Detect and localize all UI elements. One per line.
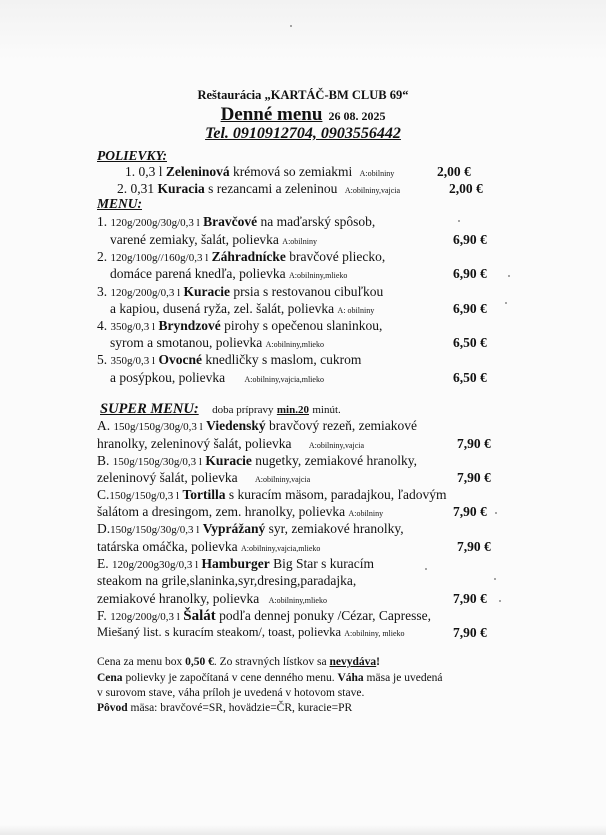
- menu-date: 26 08. 2025: [328, 109, 386, 123]
- menu-item-2-price: 6,90 €: [453, 266, 487, 281]
- soup-item: 1. 0,3 l Zeleninová krémová so zemiakmi A:obilniny: [125, 164, 395, 179]
- phone-line: Tel. 0910912704, 0903556442: [205, 125, 401, 142]
- menu-item-3-price: 6,90 €: [453, 301, 487, 316]
- super-item-b: B. 150g/150g/30g/0,3 l Kuracie nugetky, zemiakové hranolky,: [97, 453, 417, 468]
- super-item-a-price: 7,90 €: [457, 436, 491, 451]
- super-item-e-line3: zemiakové hranolky, polievka A:obilniny,mlieko: [97, 591, 327, 606]
- menu-item-2: 2. 120g/100g//160g/0,3 l Záhradnícke bravčové pliecko,: [97, 249, 386, 264]
- menu-item-1-line2: varené zemiaky, šalát, polievka A:obilniny: [110, 232, 317, 247]
- soup-price: 2,00 €: [437, 164, 471, 179]
- menu-item-3-line2: a kapiou, dusená ryža, zel. šalát, polievka A: obilniny: [110, 301, 375, 316]
- scan-speck: [458, 220, 460, 222]
- scan-speck: [290, 25, 292, 27]
- scan-shadow-bottom: [0, 825, 606, 835]
- menu-item-1-price: 6,90 €: [453, 232, 487, 247]
- super-item-b-line2: zeleninový šalát, polievka A:obilniny,vajcia: [97, 470, 311, 485]
- scan-speck: [508, 275, 510, 277]
- super-item-c-line2: šalátom a dresingom, zem. hranolky, polievka A:obilniny: [97, 504, 384, 519]
- menu-heading: MENU:: [97, 196, 143, 211]
- menu-item-5: 5. 350g/0,3 l Ovocné knedličky s maslom, cukrom: [97, 352, 362, 367]
- soups-heading: POLIEVKY:: [97, 148, 168, 163]
- scan-speck: [499, 600, 501, 602]
- menu-title: [0, 104, 606, 126]
- restaurant-name: Reštaurácia „KARTÁČ-BM CLUB 69“: [197, 88, 409, 102]
- super-item-e-line2: steakom na grile,slaninka,syr,dresing,paradajka,: [97, 573, 357, 588]
- super-item-f: F. 120g/200g/0,3 l Šalát podľa dennej ponuky /Cézar, Capresse,: [97, 608, 432, 624]
- menu-item-4-price: 6,50 €: [453, 335, 487, 350]
- box-price-note: Cena za menu box 0,50 €. Zo stravných lístkov sa nevydáva!: [97, 656, 381, 668]
- menu-item-5-line2: a posýpkou, polievka A:obilniny,vajcia,mlieko: [110, 370, 324, 385]
- super-item-e-price: 7,90 €: [453, 591, 487, 606]
- super-item-f-price: 7,90 €: [453, 625, 487, 640]
- super-item-d-price: 7,90 €: [457, 539, 491, 554]
- super-item-f-line2: Miešaný list. s kuracím steakom/, toast, polievka A:obilniny, mlieko: [97, 625, 405, 639]
- menu-title-text: Denné menu: [220, 104, 323, 125]
- soup-price: 2,00 €: [449, 181, 483, 196]
- origin-note: Pôvod mäsa: bravčové=SR, hovädzie=ČR, kuracie=PR: [97, 702, 353, 714]
- menu-item-1: 1. 120g/200g/30g/0,3 l Bravčové na maďarský spôsob,: [97, 214, 376, 229]
- weight-note: v surovom stave, váha príloh je uvedená v hotovom stave.: [97, 687, 365, 699]
- menu-item-3: 3. 120g/200g/0,3 l Kuracie prsia s restovanou cibuľkou: [97, 284, 384, 299]
- super-item-e: E. 120g/200g30g/0,3 l Hamburger Big Star s kuracím: [97, 556, 375, 571]
- scan-shadow: [0, 0, 606, 60]
- super-menu-header: SUPER MENU: doba prípravy min.20 minút.: [100, 401, 341, 417]
- menu-item-2-line2: domáce parená knedľa, polievka A:obilniny,mlieko: [110, 266, 348, 281]
- super-item-c: C.150g/150g/0,3 l Tortilla s kuracím mäsom, paradajkou, ľadovým: [97, 487, 447, 502]
- super-item-a: A. 150g/150g/30g/0,3 l Viedenský bravčový rezeň, zemiakové: [97, 418, 418, 433]
- menu-item-4: 4. 350g/0,3 l Bryndzové pirohy s opečenou slaninkou,: [97, 318, 383, 333]
- super-item-a-line2: hranolky, zeleninový šalát, polievka A:obilniny,vajcia: [97, 436, 365, 451]
- scan-speck: [505, 302, 507, 304]
- menu-item-4-line2: syrom a smotanou, polievka A:obilniny,mlieko: [110, 335, 324, 350]
- scan-speck: [494, 578, 496, 580]
- menu-item-5-price: 6,50 €: [453, 370, 487, 385]
- super-item-c-price: 7,90 €: [453, 504, 487, 519]
- scan-speck: [425, 568, 427, 570]
- soup-item: 2. 0,31 Kuracia s rezancami a zeleninou A:obilniny,vajcia: [117, 181, 401, 196]
- super-item-b-price: 7,90 €: [457, 470, 491, 485]
- super-item-d-line2: tatárska omáčka, polievka A:obilniny,vajcia,mlieko: [97, 539, 321, 554]
- soup-price-note: Cena polievky je započítaná v cene denného menu. Váha mäsa je uvedená: [97, 672, 443, 684]
- scan-speck: [495, 512, 497, 514]
- super-item-d: D.150g/150g/30g/0,3 l Vyprážaný syr, zemiakové hranolky,: [97, 521, 404, 536]
